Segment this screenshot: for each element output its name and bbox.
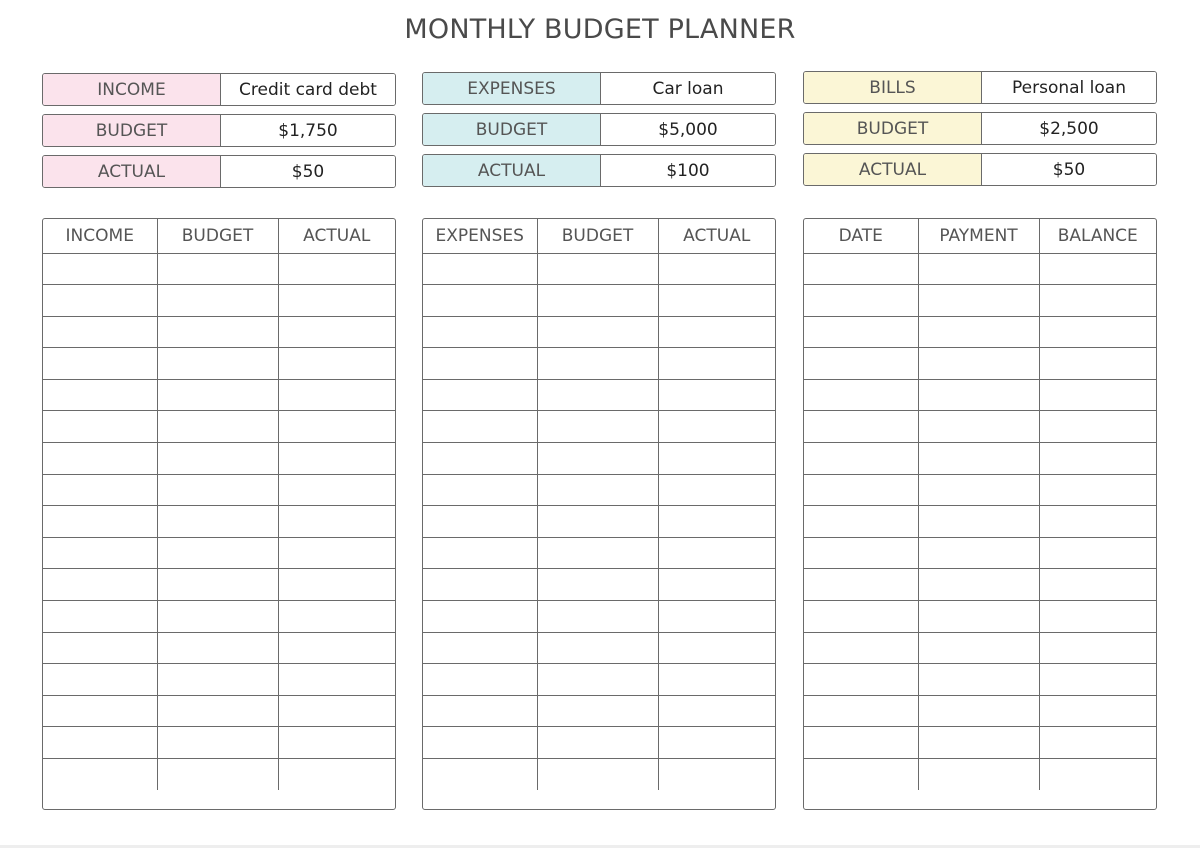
expenses-column-header: EXPENSES xyxy=(423,219,537,253)
table-cell[interactable] xyxy=(537,506,658,538)
table-cell[interactable] xyxy=(278,411,395,443)
table-cell[interactable] xyxy=(423,316,537,348)
table-cell[interactable] xyxy=(1039,759,1156,791)
table-cell[interactable] xyxy=(43,632,157,664)
table-cell[interactable] xyxy=(1039,253,1156,285)
table-cell[interactable] xyxy=(1039,695,1156,727)
table-cell[interactable] xyxy=(918,316,1039,348)
table-cell[interactable] xyxy=(537,695,658,727)
table-row xyxy=(423,601,775,633)
table-row xyxy=(804,569,1156,601)
budget-column-header: BUDGET xyxy=(157,219,278,253)
expenses-actual-label: ACTUAL xyxy=(423,155,601,186)
table-row xyxy=(43,316,395,348)
table-cell[interactable] xyxy=(658,759,775,791)
table-cell[interactable] xyxy=(157,632,278,664)
payments-ledger xyxy=(803,218,1157,810)
table-cell[interactable] xyxy=(1039,506,1156,538)
table-cell[interactable] xyxy=(658,569,775,601)
table-cell[interactable] xyxy=(658,474,775,506)
table-cell[interactable] xyxy=(537,443,658,475)
table-cell[interactable] xyxy=(537,601,658,633)
table-row xyxy=(43,537,395,569)
table-cell[interactable] xyxy=(918,253,1039,285)
table-cell[interactable] xyxy=(423,411,537,443)
table-cell[interactable] xyxy=(43,506,157,538)
income-summary xyxy=(42,73,396,196)
table-cell[interactable] xyxy=(278,695,395,727)
table-cell[interactable] xyxy=(278,759,395,791)
table-cell[interactable] xyxy=(804,537,918,569)
table-cell[interactable] xyxy=(804,411,918,443)
table-cell[interactable] xyxy=(423,569,537,601)
table-cell[interactable] xyxy=(43,569,157,601)
table-cell[interactable] xyxy=(43,348,157,380)
bills-summary xyxy=(803,71,1157,194)
table-cell[interactable] xyxy=(658,379,775,411)
income-budget-label: BUDGET xyxy=(43,115,221,146)
table-cell[interactable] xyxy=(918,569,1039,601)
table-cell[interactable] xyxy=(804,727,918,759)
table-cell[interactable] xyxy=(423,348,537,380)
expenses-category-row xyxy=(422,72,776,105)
table-cell[interactable] xyxy=(804,759,918,791)
table-cell[interactable] xyxy=(423,727,537,759)
table-cell[interactable] xyxy=(537,316,658,348)
table-cell[interactable] xyxy=(278,506,395,538)
table-cell[interactable] xyxy=(918,695,1039,727)
income-category-value[interactable]: Credit card debt xyxy=(221,74,395,105)
table-cell[interactable] xyxy=(1039,632,1156,664)
table-cell[interactable] xyxy=(157,537,278,569)
table-cell[interactable] xyxy=(157,759,278,791)
table-cell[interactable] xyxy=(804,253,918,285)
expenses-budget-label: BUDGET xyxy=(423,114,601,145)
table-row xyxy=(423,379,775,411)
table-row xyxy=(43,411,395,443)
table-cell[interactable] xyxy=(43,727,157,759)
bills-actual-row xyxy=(803,153,1157,186)
table-cell[interactable] xyxy=(658,727,775,759)
table-cell[interactable] xyxy=(278,348,395,380)
table-cell[interactable] xyxy=(918,348,1039,380)
table-cell[interactable] xyxy=(423,506,537,538)
table-cell[interactable] xyxy=(1039,537,1156,569)
table-cell[interactable] xyxy=(804,285,918,317)
table-cell[interactable] xyxy=(537,379,658,411)
table-row xyxy=(804,601,1156,633)
table-cell[interactable] xyxy=(804,348,918,380)
table-cell[interactable] xyxy=(278,316,395,348)
table-cell[interactable] xyxy=(658,632,775,664)
page-title: MONTHLY BUDGET PLANNER xyxy=(404,14,796,45)
table-row xyxy=(804,316,1156,348)
table-cell[interactable] xyxy=(918,411,1039,443)
table-cell[interactable] xyxy=(804,316,918,348)
table-row xyxy=(804,411,1156,443)
income-category-row xyxy=(42,73,396,106)
table-cell[interactable] xyxy=(157,253,278,285)
table-row xyxy=(423,285,775,317)
table-cell[interactable] xyxy=(157,443,278,475)
income-actual-row xyxy=(42,155,396,188)
table-row xyxy=(423,411,775,443)
table-cell[interactable] xyxy=(423,537,537,569)
bills-category-value[interactable]: Personal loan xyxy=(982,72,1156,103)
table-row xyxy=(423,664,775,696)
table-cell[interactable] xyxy=(658,411,775,443)
payment-column-header: PAYMENT xyxy=(918,219,1039,253)
table-cell[interactable] xyxy=(537,411,658,443)
table-cell[interactable] xyxy=(658,316,775,348)
table-cell[interactable] xyxy=(1039,348,1156,380)
budget-column-header: BUDGET xyxy=(537,219,658,253)
table-cell[interactable] xyxy=(537,759,658,791)
table-cell[interactable] xyxy=(1039,664,1156,696)
bills-actual-value[interactable]: $50 xyxy=(982,154,1156,185)
table-row xyxy=(423,569,775,601)
table-row xyxy=(423,695,775,727)
table-cell[interactable] xyxy=(43,411,157,443)
income-ledger xyxy=(42,218,396,810)
table-cell[interactable] xyxy=(1039,569,1156,601)
table-row xyxy=(423,348,775,380)
table-cell[interactable] xyxy=(537,632,658,664)
table-cell[interactable] xyxy=(423,664,537,696)
table-cell[interactable] xyxy=(423,285,537,317)
table-cell[interactable] xyxy=(918,474,1039,506)
actual-column-header: ACTUAL xyxy=(658,219,775,253)
table-cell[interactable] xyxy=(918,443,1039,475)
payments-ledger-table xyxy=(804,219,1156,790)
table-row xyxy=(423,443,775,475)
table-cell[interactable] xyxy=(1039,601,1156,633)
table-cell[interactable] xyxy=(918,506,1039,538)
table-cell[interactable] xyxy=(157,379,278,411)
table-row xyxy=(423,759,775,791)
table-cell[interactable] xyxy=(157,348,278,380)
table-cell[interactable] xyxy=(278,601,395,633)
table-cell[interactable] xyxy=(423,601,537,633)
table-row xyxy=(804,506,1156,538)
table-row xyxy=(43,474,395,506)
table-row xyxy=(804,443,1156,475)
table-cell[interactable] xyxy=(918,727,1039,759)
bills-budget-label: BUDGET xyxy=(804,113,982,144)
table-cell[interactable] xyxy=(157,474,278,506)
table-cell[interactable] xyxy=(1039,316,1156,348)
table-cell[interactable] xyxy=(43,316,157,348)
table-cell[interactable] xyxy=(157,316,278,348)
table-row xyxy=(804,253,1156,285)
table-cell[interactable] xyxy=(423,379,537,411)
table-row xyxy=(43,601,395,633)
table-row xyxy=(423,632,775,664)
table-cell[interactable] xyxy=(1039,285,1156,317)
table-row xyxy=(43,727,395,759)
table-cell[interactable] xyxy=(43,664,157,696)
table-row xyxy=(423,506,775,538)
income-budget-value[interactable]: $1,750 xyxy=(221,115,395,146)
table-row xyxy=(804,759,1156,791)
table-cell[interactable] xyxy=(537,348,658,380)
table-cell[interactable] xyxy=(804,632,918,664)
table-cell[interactable] xyxy=(1039,411,1156,443)
table-cell[interactable] xyxy=(804,601,918,633)
table-cell[interactable] xyxy=(278,443,395,475)
table-cell[interactable] xyxy=(1039,443,1156,475)
expenses-ledger xyxy=(422,218,776,810)
table-cell[interactable] xyxy=(278,285,395,317)
table-cell[interactable] xyxy=(43,601,157,633)
table-cell[interactable] xyxy=(658,695,775,727)
table-cell[interactable] xyxy=(918,379,1039,411)
bills-category-label: BILLS xyxy=(804,72,982,103)
table-cell[interactable] xyxy=(278,474,395,506)
income-column-header: INCOME xyxy=(43,219,157,253)
income-actual-value[interactable]: $50 xyxy=(221,156,395,187)
table-row xyxy=(804,727,1156,759)
table-row xyxy=(43,759,395,791)
table-row xyxy=(43,569,395,601)
table-row xyxy=(804,695,1156,727)
table-cell[interactable] xyxy=(278,664,395,696)
table-cell[interactable] xyxy=(43,537,157,569)
actual-column-header: ACTUAL xyxy=(278,219,395,253)
table-cell[interactable] xyxy=(423,695,537,727)
expenses-budget-value[interactable]: $5,000 xyxy=(601,114,775,145)
table-cell[interactable] xyxy=(537,253,658,285)
table-cell[interactable] xyxy=(423,253,537,285)
expenses-category-label: EXPENSES xyxy=(423,73,601,104)
table-row xyxy=(804,379,1156,411)
table-cell[interactable] xyxy=(278,569,395,601)
table-row xyxy=(43,348,395,380)
table-cell[interactable] xyxy=(43,759,157,791)
expenses-summary xyxy=(422,72,776,195)
table-cell[interactable] xyxy=(658,664,775,696)
income-ledger-table xyxy=(43,219,395,790)
table-cell[interactable] xyxy=(918,664,1039,696)
table-row xyxy=(43,664,395,696)
table-cell[interactable] xyxy=(804,379,918,411)
table-cell[interactable] xyxy=(157,727,278,759)
table-cell[interactable] xyxy=(1039,474,1156,506)
table-row xyxy=(423,727,775,759)
table-cell[interactable] xyxy=(658,443,775,475)
table-row xyxy=(804,348,1156,380)
table-cell[interactable] xyxy=(537,537,658,569)
table-cell[interactable] xyxy=(43,474,157,506)
table-cell[interactable] xyxy=(658,506,775,538)
table-cell[interactable] xyxy=(278,537,395,569)
table-row xyxy=(423,316,775,348)
table-cell[interactable] xyxy=(918,632,1039,664)
table-cell[interactable] xyxy=(157,285,278,317)
expenses-ledger-table xyxy=(423,219,775,790)
table-cell[interactable] xyxy=(157,569,278,601)
table-cell[interactable] xyxy=(804,569,918,601)
income-budget-row xyxy=(42,114,396,147)
table-cell[interactable] xyxy=(278,379,395,411)
table-cell[interactable] xyxy=(157,695,278,727)
table-cell[interactable] xyxy=(278,632,395,664)
table-row xyxy=(43,506,395,538)
table-cell[interactable] xyxy=(423,632,537,664)
table-cell[interactable] xyxy=(157,601,278,633)
table-cell[interactable] xyxy=(918,759,1039,791)
table-row xyxy=(43,632,395,664)
table-cell[interactable] xyxy=(918,537,1039,569)
table-cell[interactable] xyxy=(43,695,157,727)
table-cell[interactable] xyxy=(43,253,157,285)
table-cell[interactable] xyxy=(537,285,658,317)
table-cell[interactable] xyxy=(918,285,1039,317)
table-cell[interactable] xyxy=(43,285,157,317)
bills-budget-row xyxy=(803,112,1157,145)
table-cell[interactable] xyxy=(537,664,658,696)
table-cell[interactable] xyxy=(804,443,918,475)
table-row xyxy=(804,664,1156,696)
table-cell[interactable] xyxy=(157,411,278,443)
table-row xyxy=(804,474,1156,506)
date-column-header: DATE xyxy=(804,219,918,253)
table-cell[interactable] xyxy=(157,664,278,696)
table-cell[interactable] xyxy=(537,727,658,759)
table-cell[interactable] xyxy=(804,474,918,506)
income-actual-label: ACTUAL xyxy=(43,156,221,187)
bills-category-row xyxy=(803,71,1157,104)
balance-column-header: BALANCE xyxy=(1039,219,1156,253)
table-cell[interactable] xyxy=(537,569,658,601)
table-cell[interactable] xyxy=(278,727,395,759)
income-category-label: INCOME xyxy=(43,74,221,105)
table-cell[interactable] xyxy=(423,474,537,506)
table-cell[interactable] xyxy=(537,474,658,506)
expenses-budget-row xyxy=(422,113,776,146)
table-cell[interactable] xyxy=(658,348,775,380)
table-cell[interactable] xyxy=(43,443,157,475)
table-row xyxy=(423,537,775,569)
table-row xyxy=(43,695,395,727)
table-row xyxy=(423,474,775,506)
table-cell[interactable] xyxy=(658,537,775,569)
table-row xyxy=(43,285,395,317)
expenses-actual-value[interactable]: $100 xyxy=(601,155,775,186)
expenses-category-value[interactable]: Car loan xyxy=(601,73,775,104)
bills-actual-label: ACTUAL xyxy=(804,154,982,185)
table-cell[interactable] xyxy=(157,506,278,538)
table-cell[interactable] xyxy=(423,443,537,475)
table-cell[interactable] xyxy=(918,601,1039,633)
table-row xyxy=(804,632,1156,664)
table-row xyxy=(43,443,395,475)
table-cell[interactable] xyxy=(658,253,775,285)
table-cell[interactable] xyxy=(43,379,157,411)
table-cell[interactable] xyxy=(1039,379,1156,411)
table-cell[interactable] xyxy=(658,601,775,633)
table-cell[interactable] xyxy=(804,664,918,696)
table-cell[interactable] xyxy=(423,759,537,791)
table-cell[interactable] xyxy=(658,285,775,317)
table-cell[interactable] xyxy=(804,506,918,538)
table-row xyxy=(43,379,395,411)
table-row xyxy=(804,537,1156,569)
bills-budget-value[interactable]: $2,500 xyxy=(982,113,1156,144)
table-cell[interactable] xyxy=(804,695,918,727)
table-row xyxy=(423,253,775,285)
table-row xyxy=(804,285,1156,317)
table-cell[interactable] xyxy=(278,253,395,285)
expenses-actual-row xyxy=(422,154,776,187)
table-cell[interactable] xyxy=(1039,727,1156,759)
table-row xyxy=(43,253,395,285)
